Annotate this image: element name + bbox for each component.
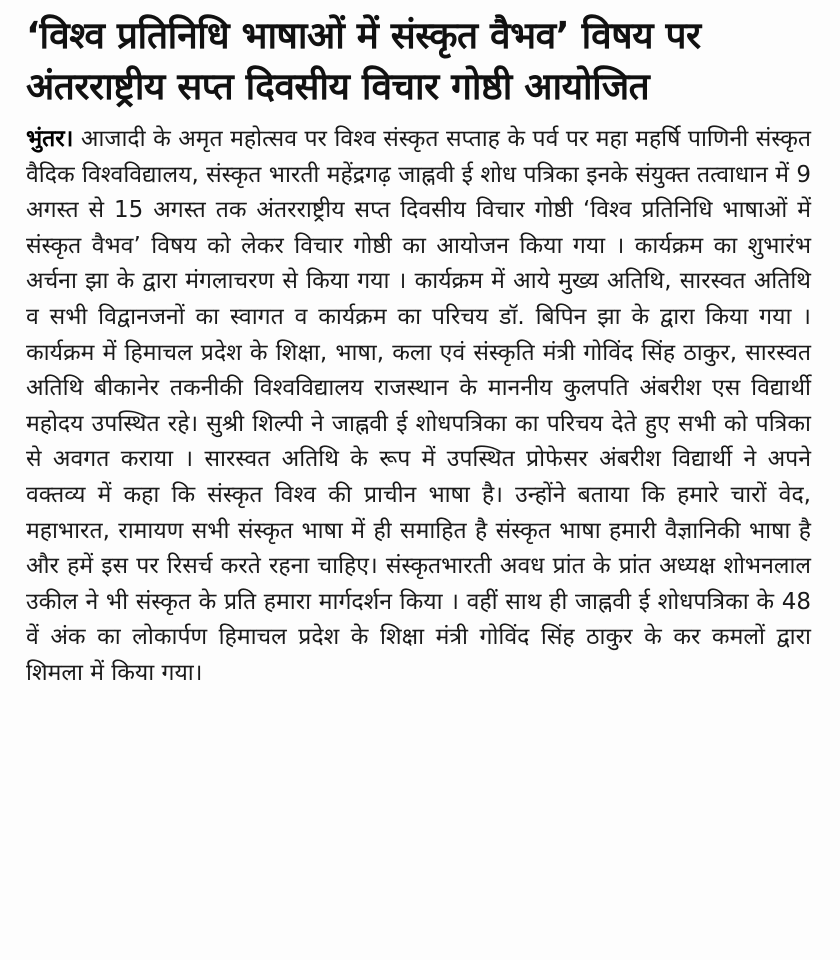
article-text: आजादी के अमृत महोत्सव पर विश्व संस्कृत सप्ताह के पर्व पर महा महर्षि पाणिनी संस्कृत वैदिक विश्वविद्यालय, संस्कृत भारती महेंद्रगढ़ जाह्नवी ई शोध पत्रिका इनके संयुक्त तत्वाधान में 9 अगस्त से 15 अगस्त तक अंतरराष्ट्रीय सप्त दिवसीय विचार गोष्ठी ‘विश्व प्रतिनिधि भाषाओं में संस्कृत वैभव’ विषय को लेकर विचार गोष्ठी का आयोजन किया गया । कार्यक्रम का शुभारंभ अर्चना झा के द्वारा मंगलाचरण से किया गया । कार्यक्रम में आये मुख्य अतिथि, सारस्वत अतिथि व सभी विद्वानजनों का स्वागत व कार्यक्रम का परिचय डॉ. बिपिन झा के द्वारा किया गया । कार्यक्रम में हिमाचल प्रदेश के शिक्षा, भाषा, कला एवं संस्कृति मंत्री गोविंद सिंह ठाकुर, सारस्वत अतिथि बीकानेर तकनीकी विश्वविद्यालय राजस्थान के माननीय कुलपति अंबरीश एस विद्यार्थी महोदय उपस्थित रहे। सुश्री शिल्पी ने जाह्नवी ई शोधपत्रिका का परिचय देते हुए सभी को पत्रिका से अवगत कराया । सारस्वत अतिथि के रूप में उपस्थित प्रोफेसर अंबरीश विद्यार्थी ने अपने वक्तव्य में कहा कि संस्कृत विश्व की प्राचीन भाषा है। उन्होंने बताया कि हमारे चारों वेद, महाभारत, रामायण सभी संस्कृत भाषा में ही समाहित है संस्कृत भाषा हमारी वैज्ञानिकी भाषा है और हमें इस पर रिसर्च करते रहना चाहिए। संस्कृतभारती अवध प्रांत के प्रांत अध्यक्ष शोभनलाल उकील ने भी संस्कृत के प्रति हमारा मार्गदर्शन किया । वहीं साथ ही जाह्नवी ई शोधपत्रिका के 48 वें अंक का लोकार्पण हिमाचल प्रदेश के शिक्षा मंत्री गोविंद सिंह ठाकुर के कर कमलों द्वारा शिमला में किया गया। [26, 126, 811, 686]
dateline: भुंतर। [26, 126, 74, 152]
headline-line-2: अंतरराष्ट्रीय सप्त दिवसीय विचार गोष्ठी आयोजित [26, 65, 650, 108]
headline [26, 10, 814, 112]
article-body [26, 122, 811, 692]
headline-line-1: ‘विश्व प्रतिनिधि भाषाओं में संस्कृत वैभव’ विषय पर [26, 14, 701, 57]
